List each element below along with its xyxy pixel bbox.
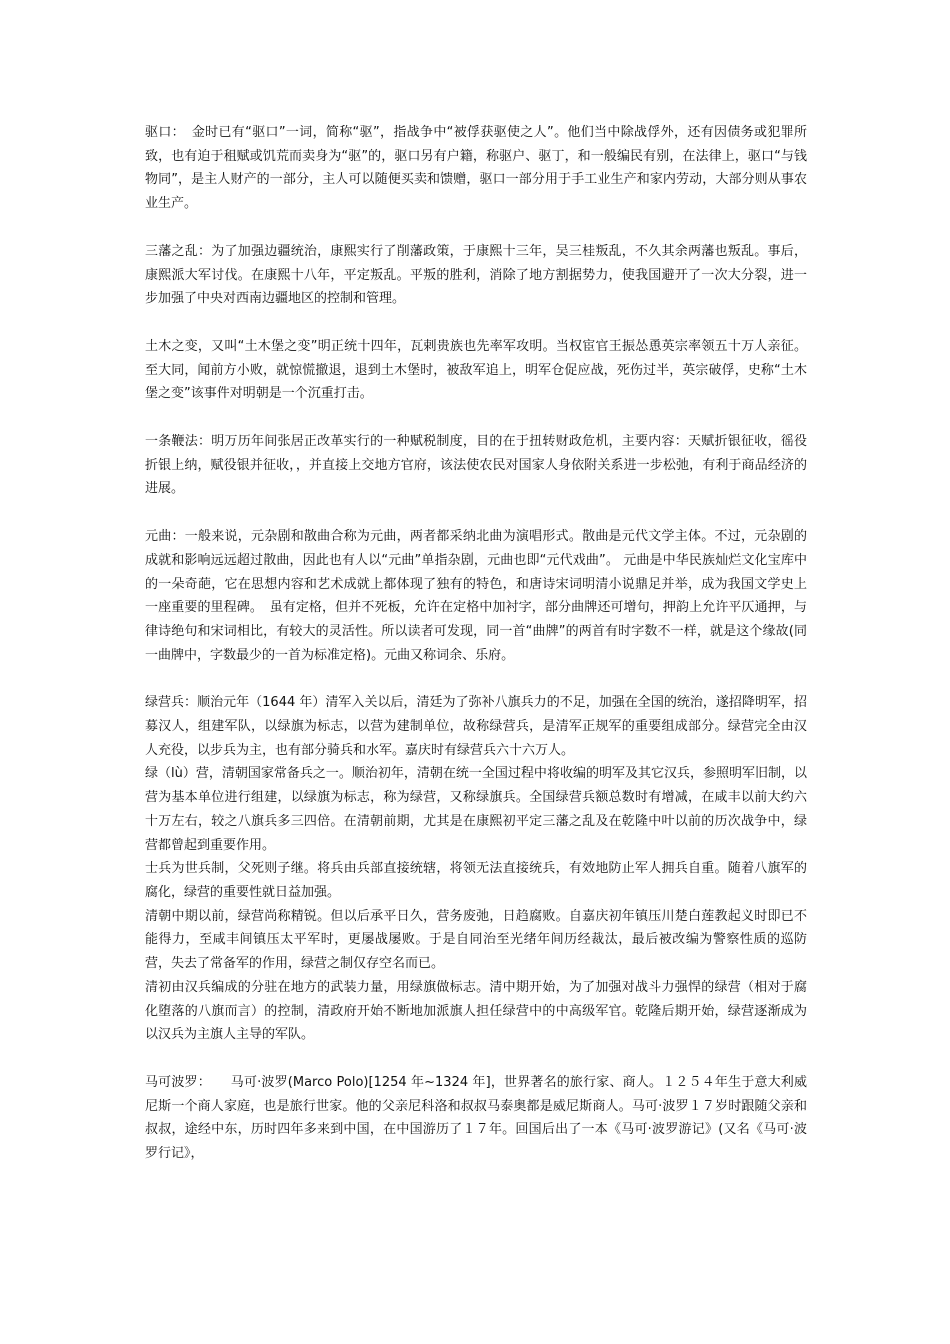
paragraph-lvying-2: 绿（lù）营，清朝国家常备兵之一。顺治初年，清朝在统一全国过程中将收编的明军及其它汉兵，参照明军旧制，以营为基本单位进行组建，以绿旗为标志，称为绿营，又称绿旗兵。全国绿营兵额总数时有增减，在咸丰以前大约六十万左右，较之八旗兵多三四倍。在清朝前期，尤其是在康熙初平定三藩之乱及在乾隆中叶以前的历次战争中，绿营都曾起到重要作用。 (145, 766, 807, 853)
paragraph-lvying-1: 绿营兵：顺治元年（1644 年）清军入关以后，清廷为了弥补八旗兵力的不足，加强在全国的统治，遂招降明军，招募汉人，组建军队，以绿旗为标志，以营为建制单位，故称绿营兵，是清军正规军的重要组成部分。绿营完全由汉人充役，以步兵为主，也有部分骑兵和水军。嘉庆时有绿营兵六十六万人。 (145, 695, 807, 758)
paragraph-marco-polo: 马可波罗： 马可·波罗(Marco Polo)[1254 年~1324 年]，世界著名的旅行家、商人。１２５４年生于意大利威尼斯一个商人家庭，也是旅行世家。他的父亲尼科洛和叔叔马泰奥都是威尼斯商人。马可·波罗１７岁时跟随父亲和叔叔，途经中东，历时四年多来到中国，在中国游历了１７年。回国后出了一本《马可·波罗游记》(又名《马可·波罗行记》， (145, 1074, 807, 1162)
document-body (145, 121, 807, 1166)
paragraph-lvying-3: 士兵为世兵制，父死则子继。将兵由兵部直接统辖，将领无法直接统兵，有效地防止军人拥兵自重。随着八旗军的腐化，绿营的重要性就日益加强。 (145, 861, 807, 900)
paragraph-sanfan: 三藩之乱：为了加强边疆统治，康熙实行了削藩政策，于康熙十三年，吴三桂叛乱，不久其余两藩也叛乱。事后，康熙派大军讨伐。在康熙十八年，平定叛乱。平叛的胜利，消除了地方割据势力，使我国避开了一次大分裂，进一步加强了中央对西南边疆地区的控制和管理。 (145, 243, 807, 307)
paragraph-gap (145, 216, 807, 240)
paragraph-lvying-5: 清初由汉兵编成的分驻在地方的武装力量，用绿旗做标志。清中期开始，为了加强对战斗力强悍的绿营（相对于腐化堕落的八旗而言）的控制，清政府开始不断地加派旗人担任绿营中的中高级军官。乾隆后期开始，绿营逐渐成为以汉兵为主旗人主导的军队。 (145, 979, 807, 1043)
paragraph-tumu: 土木之变，又叫“土木堡之变”明正统十四年，瓦剌贵族也先率军攻明。当权宦官王振怂恿英宗率领五十万人亲征。至大同，闻前方小败，就惊慌撤退，退到土木堡时，被敌军追上，明军仓促应战，死伤过半，英宗破俘，史称“土木堡之变”该事件对明朝是一个沉重打击。 (145, 338, 807, 402)
paragraph-yitiaobianfa: 一条鞭法：明万历年间张居正改革实行的一种赋税制度，目的在于扭转财政危机，主要内容：天赋折银征收，徭役折银上纳，赋役银并征收，，并直接上交地方官府，该法使农民对国家人身依附关系进一步松弛，有利于商品经济的进展。 (145, 434, 807, 497)
paragraph-gap (145, 406, 807, 430)
paragraph-gap (145, 501, 807, 525)
paragraph-gap (145, 311, 807, 335)
paragraph-lvying-4: 清朝中期以前，绿营尚称精锐。但以后承平日久，营务废弛，日趋腐败。自嘉庆初年镇压川楚白莲教起义时即已不能得力，至咸丰间镇压太平军时，更屡战屡败。于是自同治至光绪年间历经裁汰，最后被改编为警察性质的巡防营，失去了常备军的作用，绿营之制仅存空名而已。 (145, 908, 807, 972)
paragraph-yuanqu: 元曲：一般来说，元杂剧和散曲合称为元曲，两者都采纳北曲为演唱形式。散曲是元代文学主体。不过，元杂剧的成就和影响远远超过散曲，因此也有人以“元曲”单指杂剧，元曲也即“元代戏曲”。 元曲是中华民族灿烂文化宝库中的一朵奇葩，它在思想内容和艺术成就上都体现了独有的特色，和唐诗宋词明清小说鼎足并举，成为我国文学史上一座重要的里程碑。 虽有定格，但并不死板，允许在定格中加衬字，部分曲牌还可增句，押韵上允许平仄通押，与律诗绝句和宋词相比，有较大的灵活性。所以读者可发现，同一首“曲牌”的两首有时字数不一样，就是这个缘故(同一曲牌中，字数最少的一首为标准定格)。元曲又称词余、乐府。 (145, 529, 807, 663)
paragraph-qukou: 驱口： 金时已有“驱口”一词，简称“驱”，指战争中“被俘获驱使之人”。他们当中除战俘外，还有因债务或犯罪所致，也有迫于租赋或饥荒而卖身为“驱”的，驱口另有户籍，称驱户、驱丁，和一般编民有别，在法律上，驱口“与钱物同”，是主人财产的一部分，主人可以随便买卖和馈赠，驱口一部分用于手工业生产和家内劳动，大部分则从事农业生产。 (145, 125, 807, 212)
paragraph-gap (145, 1047, 807, 1071)
paragraph-gap (145, 667, 807, 691)
